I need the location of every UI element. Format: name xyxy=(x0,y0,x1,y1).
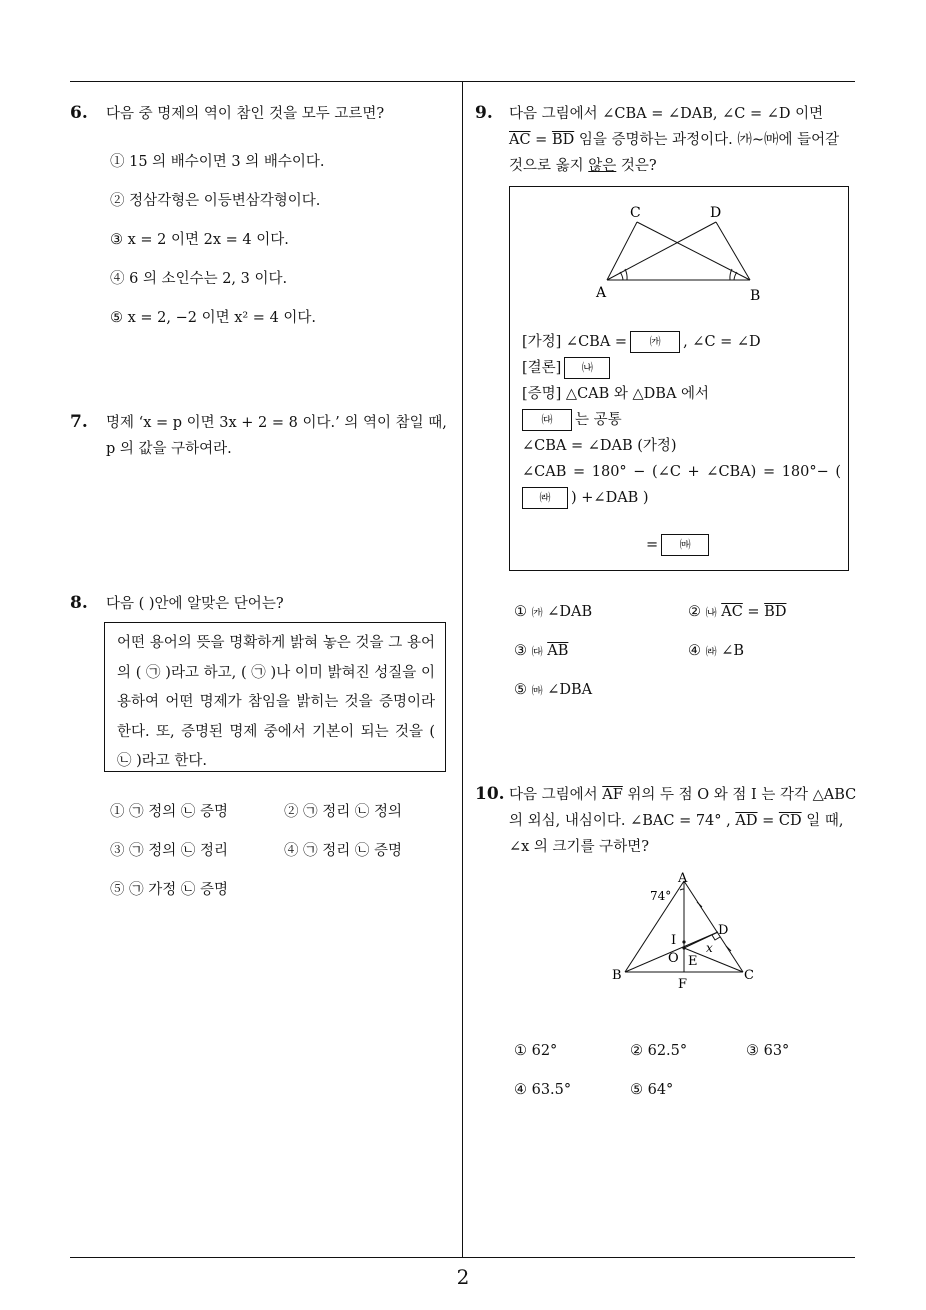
label-x: x xyxy=(706,941,713,955)
question-text: 다음 중 명제의 역이 참인 것을 모두 고르면? xyxy=(106,106,385,122)
option-5[interactable]: ⑤ 64° xyxy=(630,1082,674,1098)
angle-mark-a2 xyxy=(625,269,627,280)
question-text-line3: ∠x 의 크기를 구하면? xyxy=(509,839,649,855)
question-text-line2: $\overline{AC} = \overline{BD}$ 임을 증명하는 과정이다. ㈎∼㈒에 들어갈 xyxy=(509,132,840,148)
angle-mark-a1 xyxy=(620,272,623,280)
label-f: F xyxy=(678,977,688,992)
angle-mark-b1 xyxy=(734,272,737,280)
label-e: E xyxy=(688,954,698,969)
footer-rule xyxy=(70,1257,855,1258)
option-1[interactable]: ① ㈎ ∠DAB xyxy=(514,604,593,620)
label-c: C xyxy=(744,968,754,983)
question-text: 다음 ( )안에 알맞은 단어는? xyxy=(106,596,284,612)
blank-ga: ㈎ xyxy=(630,331,680,353)
segment-ad xyxy=(607,222,716,280)
option-3[interactable]: ③ x = 2 이면 2x = 4 이다. xyxy=(110,232,289,248)
segment-ac xyxy=(607,222,637,280)
angle-mark-b2 xyxy=(730,269,732,280)
point-i xyxy=(682,940,685,943)
blank-ra: ㈑ xyxy=(522,487,568,509)
proof-statement: [증명] △CAB 와 △DBA 에서 xyxy=(522,386,710,402)
proof-assumption: [가정] ∠CBA = ㈎ , ∠C = ∠D xyxy=(522,329,761,355)
label-d: D xyxy=(710,205,722,221)
option-5[interactable]: ⑤ x = 2, −2 이면 x² = 4 이다. xyxy=(110,310,317,326)
blank-ma: ㈒ xyxy=(661,534,709,556)
option-4[interactable]: ④ ㈑ ∠B xyxy=(688,643,745,659)
triangle-figure xyxy=(510,187,848,317)
option-3[interactable]: ③ 63° xyxy=(746,1043,790,1059)
proof-box xyxy=(509,186,849,571)
question-text-line2: 의 외심, 내심이다. ∠BAC = 74° , $\overline{AD} = \overline{CD}$ 일 때, xyxy=(509,813,844,829)
question-number: 10. xyxy=(475,784,505,804)
question-text-line1: 다음 그림에서 ∠CBA = ∠DAB, ∠C = ∠D 이면 xyxy=(509,106,824,122)
option-2[interactable]: ② 정삼각형은 이등변삼각형이다. xyxy=(110,193,321,209)
tick-ad xyxy=(697,902,702,907)
proof-angle-cab: ∠CAB = 180° − (∠C + ∠CBA) = 180°− ( xyxy=(522,464,842,480)
segment-od xyxy=(684,932,718,948)
question-number: 7. xyxy=(70,412,88,432)
label-74: 74° xyxy=(650,889,672,903)
option-4[interactable]: ④ 63.5° xyxy=(514,1082,572,1098)
question-number: 6. xyxy=(70,103,88,123)
label-d: D xyxy=(718,923,729,938)
label-b: B xyxy=(612,968,622,983)
option-2[interactable]: ② ㈏ $\overline{AC} = \overline{BD}$ xyxy=(688,604,787,620)
question-number: 9. xyxy=(475,103,493,123)
label-c: C xyxy=(630,205,641,221)
option-1[interactable]: ① 15 의 배수이면 3 의 배수이다. xyxy=(110,154,325,170)
option-1[interactable]: ① ㉠ 정의 ㉡ 증명 xyxy=(110,804,228,820)
question-text-line3: 것으로 옳지 않은 것은? xyxy=(509,158,657,174)
point-o xyxy=(682,946,685,949)
proof-conclusion: [결론] ㈏ xyxy=(522,355,613,381)
label-b: B xyxy=(750,288,761,304)
definition-box xyxy=(104,622,446,772)
option-5[interactable]: ⑤ ㈒ ∠DBA xyxy=(514,682,593,698)
option-4[interactable]: ④ 6 의 소인수는 2, 3 이다. xyxy=(110,271,288,287)
question-text-line1: 명제 ‘x = p 이면 3x + 2 = 8 이다.’ 의 역이 참일 때, xyxy=(106,415,447,431)
question-text-line2: p 의 값을 구하여라. xyxy=(106,441,232,457)
question-number: 8. xyxy=(70,593,88,613)
option-2[interactable]: ② ㉠ 정리 ㉡ 정의 xyxy=(284,804,402,820)
incenter-circumcenter-figure xyxy=(600,868,800,998)
angle-74-mark xyxy=(680,889,684,890)
proof-final: = ㈒ xyxy=(646,532,712,558)
proof-common: ㈐ 는 공통 xyxy=(522,407,622,433)
column-divider xyxy=(462,82,463,1258)
option-1[interactable]: ① 62° xyxy=(514,1043,558,1059)
page-number: 2 xyxy=(456,1265,470,1289)
definition-text: 어떤 용어의 뜻을 명확하게 밝혀 놓은 것을 그 용어의 ( ㉠ )라고 하고, ( ㉠ )나 이미 밝혀진 성질을 이용하여 어떤 명제가 참임을 밝히는 것을 증명이라 한다. 또, 증명된 명제 중에서 기본이 되는 것을 ( ㉡ )라고 한다. xyxy=(117,635,435,769)
question-text-line1: 다음 그림에서 $\overline{AF}$ 위의 두 점 O 와 점 I 는 각각 △ABC xyxy=(509,787,857,803)
label-a: A xyxy=(596,285,607,301)
option-3[interactable]: ③ ㈐ $\overline{AB}$ xyxy=(514,643,569,659)
label-o: O xyxy=(668,951,679,966)
option-5[interactable]: ⑤ ㉠ 가정 ㉡ 증명 xyxy=(110,882,228,898)
label-a: A xyxy=(678,871,688,886)
option-4[interactable]: ④ ㉠ 정리 ㉡ 증명 xyxy=(284,843,402,859)
option-3[interactable]: ③ ㉠ 정의 ㉡ 정리 xyxy=(110,843,228,859)
option-2[interactable]: ② 62.5° xyxy=(630,1043,688,1059)
label-i: I xyxy=(671,933,677,948)
proof-angle-cba: ∠CBA = ∠DAB (가정) xyxy=(522,438,677,454)
blank-na: ㈏ xyxy=(564,357,610,379)
proof-angle-cab-cont: ㈑ ) +∠DAB ) xyxy=(522,485,649,511)
blank-da: ㈐ xyxy=(522,409,572,431)
